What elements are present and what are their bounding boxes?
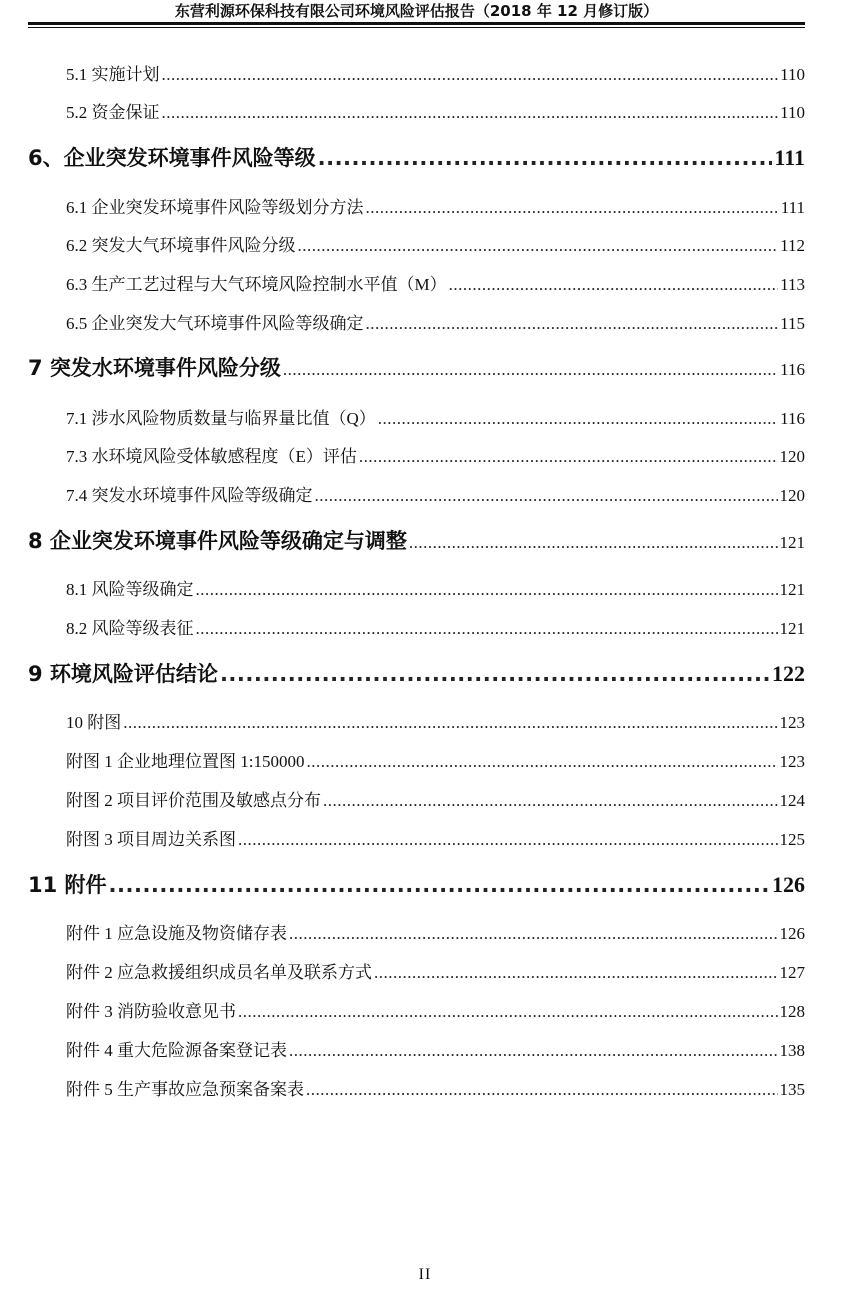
dot-leader: [162, 65, 779, 85]
toc-entry[interactable]: [66, 309, 805, 334]
toc-entry-page: 123: [779, 713, 805, 732]
toc-entry-page: 115: [780, 314, 805, 333]
toc-entry[interactable]: [66, 825, 805, 850]
toc-entry-label: 7.1 涉水风险物质数量与临界量比值（Q）: [66, 409, 376, 428]
toc-chapter-label: 11 附件: [28, 873, 107, 897]
toc-chapter[interactable]: [28, 352, 805, 382]
toc-chapter-page: 111: [774, 145, 805, 170]
page-number: II: [418, 1266, 432, 1283]
toc-entry-page: 125: [779, 830, 805, 849]
dot-leader: [238, 830, 778, 850]
dot-leader: [162, 103, 779, 123]
dot-leader: [283, 360, 778, 380]
toc-chapter[interactable]: [28, 869, 805, 899]
toc-entry-page: 127: [779, 963, 805, 982]
toc-entry-label: 8.2 风险等级表征: [66, 619, 194, 638]
toc-entry-label: 附图 1 企业地理位置图 1:150000: [66, 752, 305, 771]
toc-entry[interactable]: [66, 747, 805, 772]
toc-entry-page: 113: [780, 275, 805, 294]
toc-entry-page: 110: [780, 103, 805, 122]
dot-leader: [306, 1080, 778, 1100]
toc-entry-page: 120: [779, 486, 805, 505]
toc-entry-label: 7.3 水环境风险受体敏感程度（E）评估: [66, 447, 357, 466]
dot-leader: [449, 275, 779, 295]
toc-entry[interactable]: [66, 60, 805, 85]
dot-leader: [289, 924, 778, 944]
dot-leader: [318, 146, 773, 170]
toc-chapter[interactable]: [28, 142, 805, 172]
toc-entry-page: 112: [780, 236, 805, 255]
toc-entry-page: 128: [779, 1002, 805, 1021]
toc-entry[interactable]: [66, 708, 805, 733]
toc-entry-page: 110: [780, 65, 805, 84]
dot-leader: [220, 662, 770, 686]
toc-entry-page: 123: [779, 752, 805, 771]
toc-entry-page: 138: [779, 1041, 805, 1060]
dot-leader: [196, 619, 778, 639]
toc-entry[interactable]: [66, 614, 805, 639]
header-rule-thin: [28, 27, 805, 28]
toc-entry[interactable]: [66, 1036, 805, 1061]
toc-entry-page: 135: [779, 1080, 805, 1099]
dot-leader: [298, 236, 779, 256]
dot-leader: [289, 1041, 778, 1061]
toc-entry[interactable]: [66, 786, 805, 811]
toc-chapter[interactable]: [28, 525, 805, 555]
toc-chapter-label: 8 企业突发环境事件风险等级确定与调整: [28, 529, 407, 553]
toc-entry[interactable]: [66, 270, 805, 295]
dot-leader: [374, 963, 778, 983]
toc-entry-label: 6.2 突发大气环境事件风险分级: [66, 236, 296, 255]
toc-entry[interactable]: [66, 919, 805, 944]
toc-entry-label: 7.4 突发水环境事件风险等级确定: [66, 486, 313, 505]
toc-entry[interactable]: [66, 575, 805, 600]
toc-entry[interactable]: [66, 193, 805, 218]
toc-entry-page: 121: [779, 580, 805, 599]
toc-entry-page: 116: [780, 409, 805, 428]
toc-entry[interactable]: [66, 404, 805, 429]
toc-entry[interactable]: [66, 481, 805, 506]
dot-leader: [306, 752, 777, 772]
header-title: 东营利源环保科技有限公司环境风险评估报告（2018 年 12 月修订版）: [174, 2, 659, 20]
toc-chapter-page: 122: [772, 661, 805, 686]
toc-entry-label: 附件 1 应急设施及物资储存表: [66, 924, 287, 943]
dot-leader: [123, 713, 777, 733]
toc-chapter-label: 6、企业突发环境事件风险等级: [28, 146, 316, 170]
toc-chapter-label: 7 突发水环境事件风险分级: [28, 356, 281, 380]
toc-entry-label: 附件 4 重大危险源备案登记表: [66, 1041, 287, 1060]
dot-leader: [366, 198, 779, 218]
dot-leader: [323, 791, 778, 811]
dot-leader: [315, 486, 778, 506]
toc-entry[interactable]: [66, 231, 805, 256]
toc-entry-page: 124: [779, 791, 805, 810]
toc-chapter-label: 9 环境风险评估结论: [28, 662, 218, 686]
toc-entry[interactable]: [66, 98, 805, 123]
toc-entry-page: 121: [779, 619, 805, 638]
dot-leader: [359, 447, 778, 467]
toc-entry-label: 附图 3 项目周边关系图: [66, 830, 236, 849]
toc-chapter-page: 126: [772, 872, 805, 897]
toc-entry[interactable]: [66, 1075, 805, 1100]
toc-entry-label: 6.3 生产工艺过程与大气环境风险控制水平值（M）: [66, 275, 447, 294]
toc-entry-label: 6.5 企业突发大气环境事件风险等级确定: [66, 314, 364, 333]
toc-chapter-page: 121: [779, 533, 805, 552]
toc-entry-page: 111: [780, 198, 805, 217]
toc-entry-page: 120: [779, 447, 805, 466]
dot-leader: [196, 580, 778, 600]
toc-entry[interactable]: [66, 442, 805, 467]
toc-chapter[interactable]: [28, 658, 805, 688]
toc-entry-label: 附图 2 项目评价范围及敏感点分布: [66, 791, 321, 810]
toc-entry-label: 附件 2 应急救援组织成员名单及联系方式: [66, 963, 372, 982]
dot-leader: [366, 314, 779, 334]
toc-entry-label: 5.2 资金保证: [66, 103, 160, 122]
toc-entry-label: 5.1 实施计划: [66, 65, 160, 84]
toc-entry-label: 附件 3 消防验收意见书: [66, 1002, 236, 1021]
dot-leader: [109, 873, 770, 897]
dot-leader: [409, 533, 778, 553]
toc-entry-label: 6.1 企业突发环境事件风险等级划分方法: [66, 198, 364, 217]
toc-entry[interactable]: [66, 958, 805, 983]
header-rule-thick: [28, 22, 805, 25]
toc-entry[interactable]: [66, 997, 805, 1022]
toc-chapter-page: 116: [780, 360, 805, 379]
dot-leader: [238, 1002, 778, 1022]
toc-entry-label: 8.1 风险等级确定: [66, 580, 194, 599]
toc-entry-page: 126: [779, 924, 805, 943]
dot-leader: [378, 409, 778, 429]
toc-entry-label: 10 附图: [66, 713, 122, 732]
toc-entry-label: 附件 5 生产事故应急预案备案表: [66, 1080, 304, 1099]
